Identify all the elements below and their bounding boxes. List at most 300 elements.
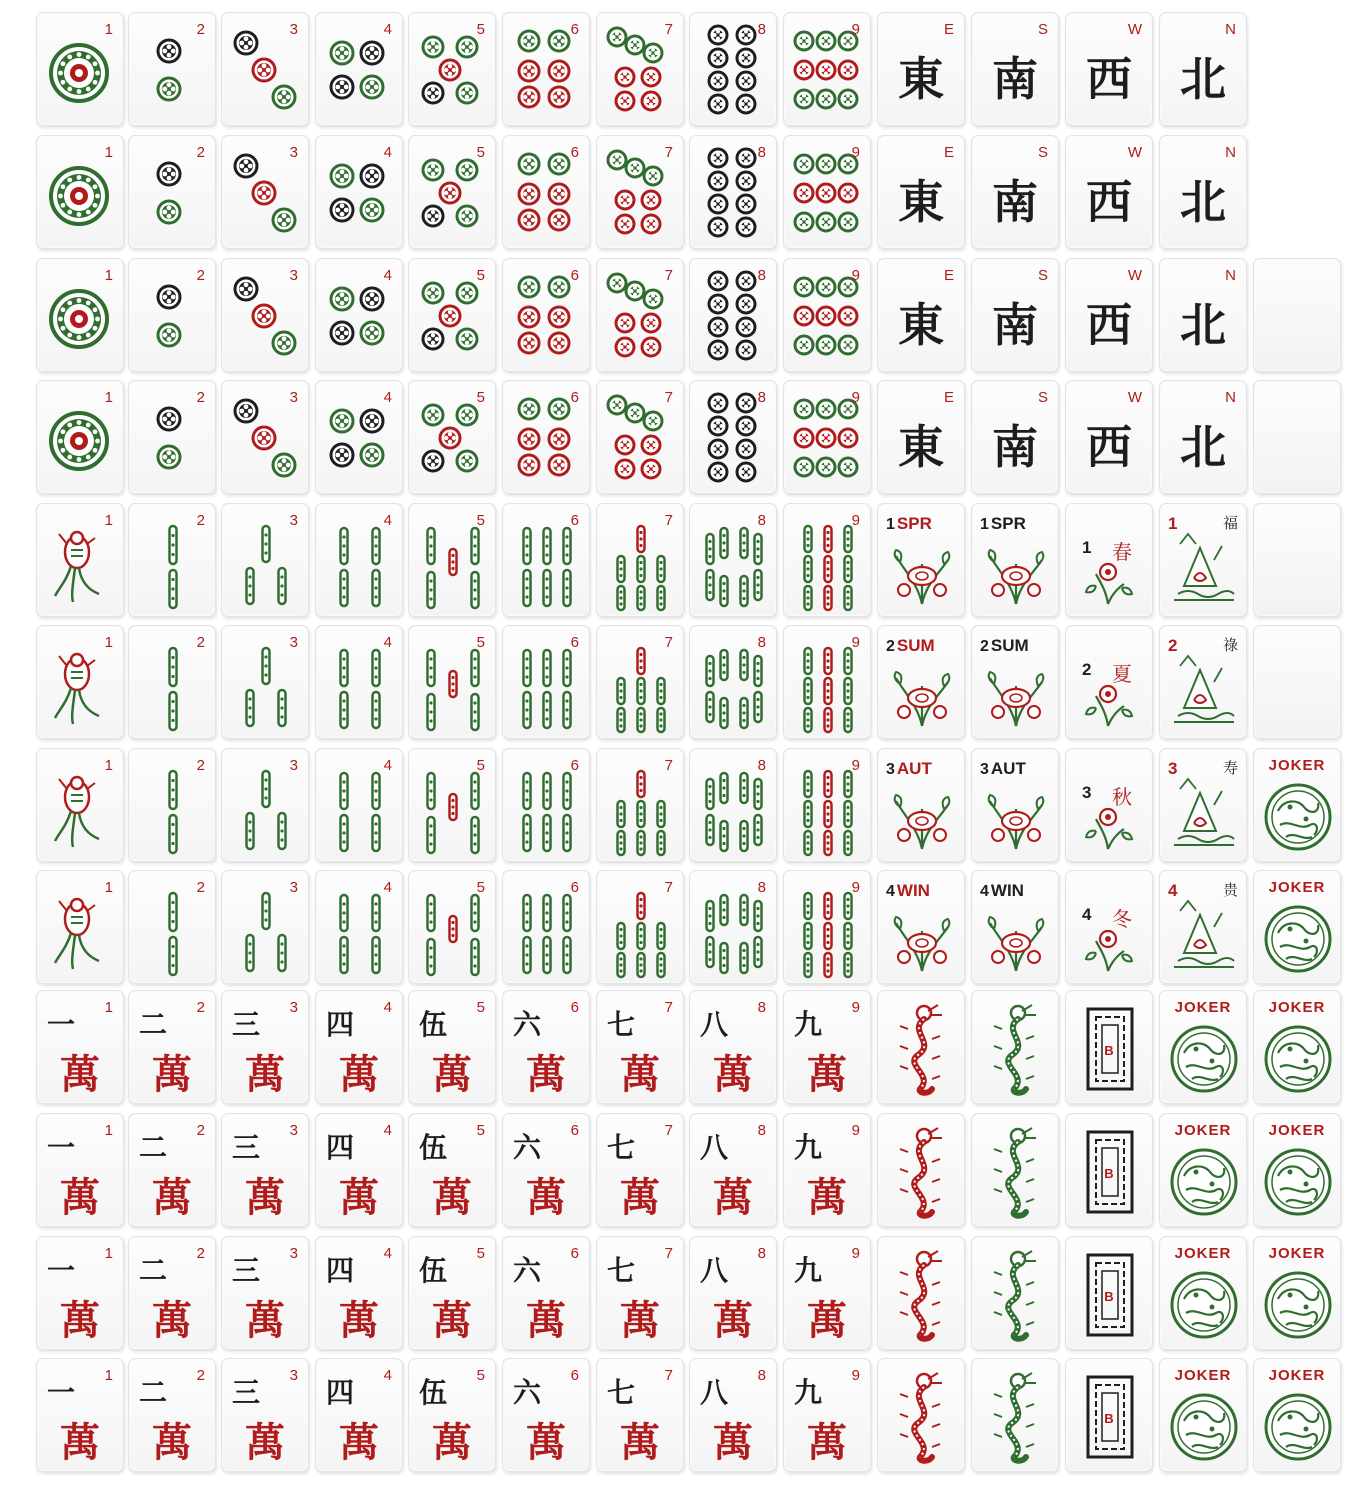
circle-2-tile — [128, 258, 216, 372]
circle-7-tile — [596, 12, 684, 126]
tile-index: 3 — [289, 1367, 298, 1384]
wind-character: 南 — [992, 298, 1038, 352]
tile-artwork — [972, 991, 1059, 1104]
tile-index: 6 — [570, 1367, 579, 1384]
bamboo-8-tile — [689, 870, 777, 984]
wind-character: 北 — [1180, 175, 1226, 229]
tile-index: 7 — [664, 389, 673, 406]
bamboo-8-tile — [689, 503, 777, 617]
wan-character: 萬 — [620, 1297, 660, 1344]
character-numeral: 七 — [607, 1131, 636, 1164]
wan-character: 萬 — [713, 1174, 753, 1221]
wind-character: 北 — [1180, 52, 1226, 106]
flower-2-tile — [1065, 625, 1153, 739]
wind-s-tile — [971, 380, 1059, 494]
flower-1-tile — [1065, 503, 1153, 617]
tile-index: 2 — [196, 634, 205, 651]
character-4-tile — [315, 1358, 403, 1472]
tile-index: 7 — [664, 1245, 673, 1262]
tile-index: 9 — [851, 1122, 860, 1139]
character-numeral: 四 — [326, 1376, 355, 1409]
wind-n-tile — [1159, 258, 1247, 372]
bamboo-3-tile — [221, 625, 309, 739]
bamboo-1-tile — [36, 503, 124, 617]
tile-index: 8 — [757, 512, 766, 529]
character-numeral: 一 — [47, 1008, 76, 1041]
tile-index: 2 — [196, 879, 205, 896]
tile-artwork — [1066, 504, 1153, 617]
season-character: 寿 — [1222, 759, 1238, 777]
season-3-tile — [1159, 748, 1247, 862]
tile-index: 5 — [476, 512, 485, 529]
tile-index: 6 — [570, 634, 579, 651]
character-numeral: 七 — [607, 1008, 636, 1041]
character-1-tile — [36, 1358, 124, 1472]
joker-label: JOKER — [1268, 879, 1326, 896]
wind-character: 北 — [1180, 298, 1226, 352]
wind-letter: N — [1225, 21, 1236, 38]
wan-character: 萬 — [339, 1174, 379, 1221]
wind-character: 南 — [992, 175, 1038, 229]
character-8-tile — [689, 1113, 777, 1227]
tile-index: 1 — [104, 1367, 113, 1384]
wan-character: 萬 — [339, 1051, 379, 1098]
tile-index: 6 — [570, 1245, 579, 1262]
tile-index: 2 — [196, 1245, 205, 1262]
tile-index: 8 — [757, 634, 766, 651]
bamboo-2-tile — [128, 870, 216, 984]
tile-index: 7 — [664, 879, 673, 896]
tile-index: 8 — [757, 1122, 766, 1139]
circle-7-tile — [596, 380, 684, 494]
white-dragon-tile — [1065, 1358, 1153, 1472]
wind-character: 南 — [992, 420, 1038, 474]
joker-label: JOKER — [1174, 999, 1232, 1016]
flower-character: 秋 — [1112, 785, 1132, 809]
bamboo-8-tile — [689, 748, 777, 862]
wan-character: 萬 — [526, 1174, 566, 1221]
bamboo-5-tile — [408, 503, 496, 617]
white-dragon-letter: B — [1104, 1166, 1114, 1181]
wan-character: 萬 — [620, 1419, 660, 1466]
circle-2-tile — [128, 135, 216, 249]
tile-index: 9 — [851, 999, 860, 1016]
bamboo-4-tile — [315, 870, 403, 984]
season-number: 4 — [1168, 881, 1178, 900]
circle-1-tile — [36, 12, 124, 126]
bamboo-6-tile — [502, 625, 590, 739]
bamboo-8-tile — [689, 625, 777, 739]
red-dragon-tile — [877, 1113, 965, 1227]
season-character: 福 — [1222, 514, 1238, 532]
wan-character: 萬 — [526, 1297, 566, 1344]
flower-number: 2 — [980, 638, 989, 655]
tile-index: 7 — [664, 21, 673, 38]
flower-season-word: AUT — [990, 759, 1026, 778]
wind-letter: S — [1037, 267, 1048, 284]
flower-number: 3 — [886, 761, 895, 778]
wan-character: 萬 — [60, 1174, 100, 1221]
character-numeral: 四 — [326, 1008, 355, 1041]
tile-index: 1 — [104, 389, 113, 406]
wind-e-tile — [877, 380, 965, 494]
season-number: 3 — [1168, 759, 1178, 778]
circle-1-tile — [36, 258, 124, 372]
tile-index: 2 — [196, 21, 205, 38]
joker-label: JOKER — [1268, 1245, 1326, 1262]
tile-index: 3 — [289, 512, 298, 529]
tile-index: 8 — [757, 879, 766, 896]
tile-index: 8 — [757, 1367, 766, 1384]
wan-character: 萬 — [152, 1297, 192, 1344]
flower-season-word: WIN — [896, 881, 930, 900]
flower-win-tile — [877, 870, 965, 984]
circle-8-tile — [689, 12, 777, 126]
tile-index: 7 — [664, 512, 673, 529]
circle-5-tile — [408, 380, 496, 494]
circle-1-tile — [36, 135, 124, 249]
character-3-tile — [221, 1236, 309, 1350]
bamboo-1-tile — [36, 870, 124, 984]
white-dragon-letter: B — [1104, 1289, 1114, 1304]
character-3-tile — [221, 1113, 309, 1227]
tile-index: 5 — [476, 757, 485, 774]
wan-character: 萬 — [152, 1174, 192, 1221]
flower-character: 冬 — [1112, 907, 1132, 931]
bamboo-4-tile — [315, 503, 403, 617]
circle-9-tile — [783, 12, 871, 126]
wind-character: 西 — [1086, 298, 1132, 352]
tile-index: 3 — [289, 21, 298, 38]
tile-index: 9 — [851, 1367, 860, 1384]
wind-letter: E — [943, 144, 954, 161]
tile-index: 9 — [851, 1245, 860, 1262]
tile-index: 7 — [664, 757, 673, 774]
flower-sum-tile — [971, 625, 1059, 739]
tile-artwork — [1066, 626, 1153, 739]
character-numeral: 一 — [47, 1131, 76, 1164]
wan-character: 萬 — [526, 1051, 566, 1098]
wan-character: 萬 — [713, 1051, 753, 1098]
character-5-tile — [408, 1113, 496, 1227]
tile-index: 4 — [383, 21, 392, 38]
tile-index: 6 — [570, 267, 579, 284]
wan-character: 萬 — [807, 1051, 847, 1098]
tile-index: 5 — [476, 267, 485, 284]
wan-character: 萬 — [60, 1297, 100, 1344]
character-numeral: 四 — [326, 1254, 355, 1287]
tile-index: 7 — [664, 1122, 673, 1139]
tile-index: 8 — [757, 757, 766, 774]
character-4-tile — [315, 1113, 403, 1227]
character-5-tile — [408, 1358, 496, 1472]
tile-index: 5 — [476, 1122, 485, 1139]
circle-4-tile — [315, 12, 403, 126]
blank-tile — [1253, 258, 1341, 372]
wan-character: 萬 — [60, 1419, 100, 1466]
circle-3-tile — [221, 135, 309, 249]
character-numeral: 三 — [232, 1254, 261, 1287]
joker-tile — [1253, 748, 1341, 862]
joker-label: JOKER — [1174, 1367, 1232, 1384]
flower-number: 2 — [886, 638, 895, 655]
character-6-tile — [502, 1236, 590, 1350]
tile-index: 6 — [570, 879, 579, 896]
tile-artwork — [878, 749, 965, 862]
circle-8-tile — [689, 258, 777, 372]
wan-character: 萬 — [245, 1174, 285, 1221]
tile-index: 8 — [757, 267, 766, 284]
wind-letter: E — [943, 21, 954, 38]
bamboo-2-tile — [128, 503, 216, 617]
wind-letter: E — [943, 389, 954, 406]
bamboo-5-tile — [408, 748, 496, 862]
red-dragon-tile — [877, 1358, 965, 1472]
circle-5-tile — [408, 258, 496, 372]
wind-s-tile — [971, 12, 1059, 126]
joker-tile — [1159, 1236, 1247, 1350]
character-4-tile — [315, 990, 403, 1104]
wind-letter: E — [943, 267, 954, 284]
character-4-tile — [315, 1236, 403, 1350]
character-numeral: 伍 — [419, 1131, 448, 1164]
wind-character: 東 — [898, 298, 944, 352]
tile-index: 4 — [383, 879, 392, 896]
character-2-tile — [128, 990, 216, 1104]
wind-n-tile — [1159, 380, 1247, 494]
tile-index: 5 — [476, 21, 485, 38]
tile-index: 1 — [104, 1122, 113, 1139]
tile-index: 3 — [289, 144, 298, 161]
character-9-tile — [783, 1236, 871, 1350]
bamboo-7-tile — [596, 503, 684, 617]
blank-tile — [1253, 625, 1341, 739]
circle-8-tile — [689, 135, 777, 249]
character-numeral: 八 — [700, 1008, 729, 1041]
character-numeral: 伍 — [419, 1254, 448, 1287]
tile-artwork — [972, 1114, 1059, 1227]
tile-artwork — [1160, 1359, 1247, 1472]
wind-s-tile — [971, 135, 1059, 249]
season-number: 1 — [1168, 514, 1178, 533]
tile-index: 7 — [664, 144, 673, 161]
character-numeral: 八 — [700, 1376, 729, 1409]
joker-tile — [1159, 990, 1247, 1104]
circle-7-tile — [596, 258, 684, 372]
tile-index: 6 — [570, 144, 579, 161]
tile-index: 4 — [383, 999, 392, 1016]
bamboo-6-tile — [502, 748, 590, 862]
character-numeral: 三 — [232, 1376, 261, 1409]
white-dragon-tile — [1065, 1236, 1153, 1350]
flower-sum-tile — [877, 625, 965, 739]
season-1-tile — [1159, 503, 1247, 617]
tile-index: 4 — [383, 757, 392, 774]
tile-index: 2 — [196, 1367, 205, 1384]
tile-artwork — [1160, 991, 1247, 1104]
tile-index: 9 — [851, 512, 860, 529]
character-6-tile — [502, 990, 590, 1104]
character-1-tile — [36, 990, 124, 1104]
circle-9-tile — [783, 135, 871, 249]
tile-index: 3 — [289, 757, 298, 774]
bamboo-5-tile — [408, 625, 496, 739]
character-3-tile — [221, 990, 309, 1104]
green-dragon-tile — [971, 1236, 1059, 1350]
tile-index: 9 — [851, 267, 860, 284]
circle-5-tile — [408, 12, 496, 126]
bamboo-1-tile — [36, 625, 124, 739]
wind-e-tile — [877, 135, 965, 249]
flower-number: 1 — [886, 516, 895, 533]
character-9-tile — [783, 990, 871, 1104]
wind-character: 西 — [1086, 52, 1132, 106]
tile-index: 6 — [570, 512, 579, 529]
white-dragon-letter: B — [1104, 1411, 1114, 1426]
character-6-tile — [502, 1358, 590, 1472]
tile-artwork — [1160, 749, 1247, 862]
character-6-tile — [502, 1113, 590, 1227]
wan-character: 萬 — [713, 1297, 753, 1344]
flower-season-word: AUT — [896, 759, 932, 778]
tile-artwork — [972, 1359, 1059, 1472]
bamboo-9-tile — [783, 625, 871, 739]
character-numeral: 二 — [139, 1008, 168, 1041]
tile-index: 9 — [851, 21, 860, 38]
tile-index: 2 — [196, 389, 205, 406]
character-numeral: 六 — [513, 1008, 542, 1041]
tile-index: 4 — [383, 389, 392, 406]
joker-tile — [1159, 1358, 1247, 1472]
wan-character: 萬 — [620, 1174, 660, 1221]
character-numeral: 七 — [607, 1254, 636, 1287]
character-7-tile — [596, 1358, 684, 1472]
tile-index: 1 — [104, 144, 113, 161]
joker-label: JOKER — [1174, 1122, 1232, 1139]
joker-tile — [1253, 1113, 1341, 1227]
character-numeral: 四 — [326, 1131, 355, 1164]
tile-index: 3 — [289, 1122, 298, 1139]
tile-artwork — [1254, 991, 1341, 1104]
tile-index: 5 — [476, 1367, 485, 1384]
wan-character: 萬 — [620, 1051, 660, 1098]
tile-artwork — [878, 1237, 965, 1350]
tile-index: 8 — [757, 144, 766, 161]
tile-index: 3 — [289, 634, 298, 651]
bamboo-6-tile — [502, 870, 590, 984]
wan-character: 萬 — [339, 1297, 379, 1344]
character-numeral: 三 — [232, 1131, 261, 1164]
bamboo-4-tile — [315, 748, 403, 862]
wind-character: 東 — [898, 52, 944, 106]
flower-spr-tile — [971, 503, 1059, 617]
flower-season-word: WIN — [990, 881, 1024, 900]
tile-artwork — [1066, 749, 1153, 862]
bamboo-2-tile — [128, 748, 216, 862]
tile-index: 8 — [757, 389, 766, 406]
wind-letter: S — [1037, 144, 1048, 161]
wan-character: 萬 — [245, 1297, 285, 1344]
joker-label: JOKER — [1268, 1122, 1326, 1139]
wind-w-tile — [1065, 135, 1153, 249]
character-numeral: 七 — [607, 1376, 636, 1409]
bamboo-3-tile — [221, 503, 309, 617]
circle-3-tile — [221, 258, 309, 372]
green-dragon-tile — [971, 990, 1059, 1104]
circle-6-tile — [502, 258, 590, 372]
tile-artwork — [972, 504, 1059, 617]
wind-letter: W — [1127, 389, 1142, 406]
flower-spr-tile — [877, 503, 965, 617]
bamboo-9-tile — [783, 748, 871, 862]
wan-character: 萬 — [526, 1419, 566, 1466]
joker-tile — [1159, 1113, 1247, 1227]
wan-character: 萬 — [713, 1419, 753, 1466]
tile-index: 2 — [196, 512, 205, 529]
tile-index: 4 — [383, 1122, 392, 1139]
character-1-tile — [36, 1113, 124, 1227]
bamboo-3-tile — [221, 748, 309, 862]
wan-character: 萬 — [807, 1174, 847, 1221]
flower-number: 2 — [1082, 660, 1092, 679]
tile-index: 4 — [383, 144, 392, 161]
bamboo-2-tile — [128, 625, 216, 739]
blank-tile — [1253, 503, 1341, 617]
flower-number: 3 — [980, 761, 989, 778]
character-3-tile — [221, 1358, 309, 1472]
tile-index: 1 — [104, 267, 113, 284]
tile-index: 4 — [383, 1245, 392, 1262]
character-numeral: 八 — [700, 1254, 729, 1287]
character-numeral: 八 — [700, 1131, 729, 1164]
tile-index: 6 — [570, 389, 579, 406]
circle-2-tile — [128, 12, 216, 126]
tile-index: 1 — [104, 634, 113, 651]
tile-index: 1 — [104, 1245, 113, 1262]
character-numeral: 伍 — [419, 1008, 448, 1041]
joker-label: JOKER — [1268, 757, 1326, 774]
character-5-tile — [408, 1236, 496, 1350]
character-2-tile — [128, 1358, 216, 1472]
season-2-tile — [1159, 625, 1247, 739]
tile-artwork — [1254, 1237, 1341, 1350]
tile-index: 9 — [851, 144, 860, 161]
wind-letter: W — [1127, 21, 1142, 38]
circle-4-tile — [315, 380, 403, 494]
circle-2-tile — [128, 380, 216, 494]
character-9-tile — [783, 1113, 871, 1227]
tile-index: 3 — [289, 1245, 298, 1262]
tile-index: 7 — [664, 999, 673, 1016]
tile-index: 5 — [476, 999, 485, 1016]
circle-6-tile — [502, 12, 590, 126]
character-numeral: 一 — [47, 1376, 76, 1409]
wind-character: 東 — [898, 420, 944, 474]
bamboo-5-tile — [408, 870, 496, 984]
circle-8-tile — [689, 380, 777, 494]
green-dragon-tile — [971, 1358, 1059, 1472]
circle-4-tile — [315, 258, 403, 372]
tile-artwork — [972, 749, 1059, 862]
white-dragon-tile — [1065, 1113, 1153, 1227]
tile-artwork — [878, 1359, 965, 1472]
wind-w-tile — [1065, 12, 1153, 126]
tile-index: 3 — [289, 999, 298, 1016]
tile-index: 1 — [104, 879, 113, 896]
tile-index: 5 — [476, 389, 485, 406]
wan-character: 萬 — [432, 1297, 472, 1344]
flower-number: 1 — [980, 516, 989, 533]
